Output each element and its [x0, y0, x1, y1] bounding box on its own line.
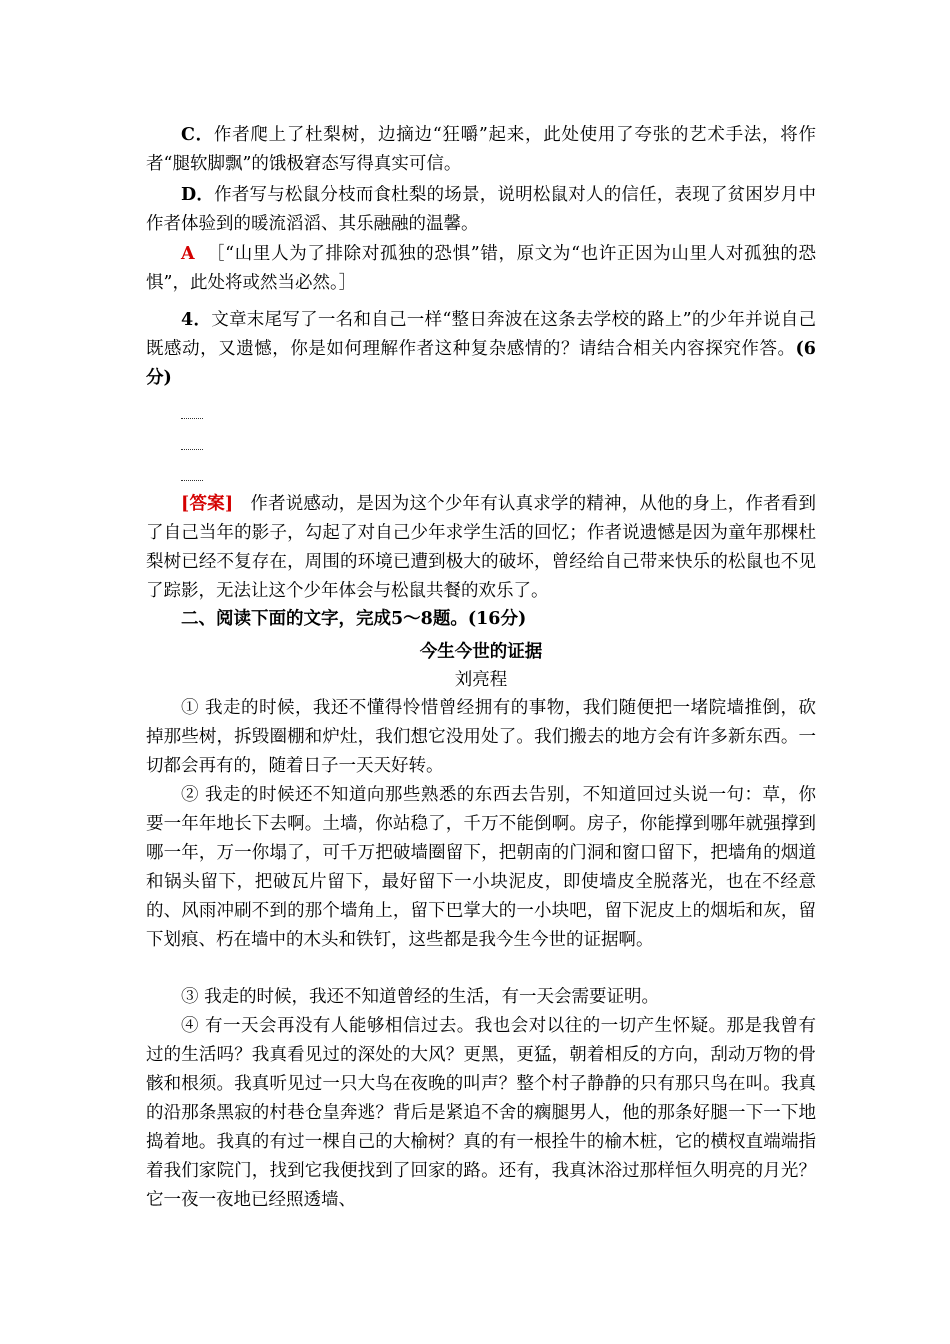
- answer-3-letter: A: [181, 244, 195, 264]
- question-4-score: (6分): [146, 339, 816, 388]
- article-author: 刘亮程: [454, 670, 508, 690]
- option-c-text: 作者爬上了杜梨树，边摘边“狂嚼”起来，此处使用了夸张的艺术手法，将作者“腿软脚飘”的饿极窘态写得真实可信。: [146, 125, 817, 174]
- article-paragraph-4: ④ 有一天会再没有人能够相信过去。我也会对以往的一切产生怀疑。那是我曾有过的生活吗？我真看见过的深处的大风？更黑，更猛，朝着相反的方向，刮动万物的骨骸和根须。我真听见过一只大鸟在夜晚的叫声？整个村子静静的只有那只鸟在叫。我真的沿那条黑寂的村巷仓皇奔逃？背后是紧追不舍的瘸腿男人，他的那条好腿一下一下地捣着地。我真的有过一棵自己的大榆树？真的有一根拴牛的榆木桩，它的横杈直端端指着我们家院门，找到它我便找到了回家的路。还有，我真沐浴过那样恒久明亮的月光？它一夜一夜地已经照透墙、: [146, 1016, 816, 1210]
- answer-blank-line-3[interactable]: [181, 480, 203, 482]
- section-2-heading: 二、阅读下面的文字，完成5～8题。(16分): [181, 609, 527, 629]
- option-d-text: 作者写与松鼠分枝而食杜梨的场景，说明松鼠对人的信任，表现了贫困岁月中作者体验到的暖流滔滔、其乐融融的温馨。: [146, 185, 816, 234]
- answer-blank-line-2[interactable]: [181, 449, 203, 451]
- answer-4: [146, 490, 816, 606]
- question-4-number: 4．: [181, 310, 212, 330]
- option-c-label: C．: [181, 125, 214, 145]
- answer-4-text: 作者说感动，是因为这个少年有认真求学的精神，从他的身上，作者看到了自己当年的影子，勾起了对自己少年求学生活的回忆；作者说遗憾是因为童年那棵杜梨树已经不复存在，周围的环境已遭到极大的破坏，曾经给自己带来快乐的松鼠也不见了踪影，无法让这个少年体会与松鼠共餐的欢乐了。: [146, 494, 816, 601]
- answer-blank-line-1[interactable]: [181, 418, 203, 420]
- question-4-text: 文章末尾写了一名和自己一样“整日奔波在这条去学校的路上”的少年并说自己既感动，又遗憾，你是如何理解作者这种复杂感情的？请结合相关内容探究作答。: [146, 310, 816, 359]
- answer-4-label: [答案]: [181, 494, 234, 514]
- article-paragraph-2: ② 我走的时候还不知道向那些熟悉的东西去告别，不知道回过头说一句：草，你要一年年地长下去啊。土墙，你站稳了，千万不能倒啊。房子，你能撑到哪年就强撑到哪一年，万一你塌了，可千万把破墙圈留下，把朝南的门洞和窗口留下，把墙角的烟道和锅头留下，把破瓦片留下，最好留下一小块泥皮，即使墙皮全脱落光，也在不经意的、风雨冲刷不到的那个墙角上，留下巴掌大的一小块吧，留下泥皮上的烟垢和灰，留下划痕、朽在墙中的木头和铁钉，这些都是我今生今世的证据啊。: [146, 785, 816, 950]
- option-d: [146, 181, 816, 239]
- answer-3: [146, 240, 816, 298]
- article-paragraph-3: ③ 我走的时候，我还不知道曾经的生活，有一天会需要证明。: [181, 987, 660, 1007]
- question-4: [146, 306, 816, 393]
- option-c: [146, 121, 816, 179]
- article-paragraph-1: ① 我走的时候，我还不懂得怜惜曾经拥有的事物，我们随便把一堵院墙推倒，砍掉那些树，拆毁圈棚和炉灶，我们想它没用处了。我们搬去的地方会有许多新东西。一切都会再有的，随着日子一天天好转。: [146, 698, 816, 776]
- answer-3-explanation: ［“山里人为了排除对孤独的恐惧”错，原文为“也许正因为山里人对孤独的恐惧”，此处将或然当必然。］: [146, 244, 816, 293]
- option-d-label: D．: [181, 185, 215, 205]
- article-title: 今生今世的证据: [419, 642, 543, 662]
